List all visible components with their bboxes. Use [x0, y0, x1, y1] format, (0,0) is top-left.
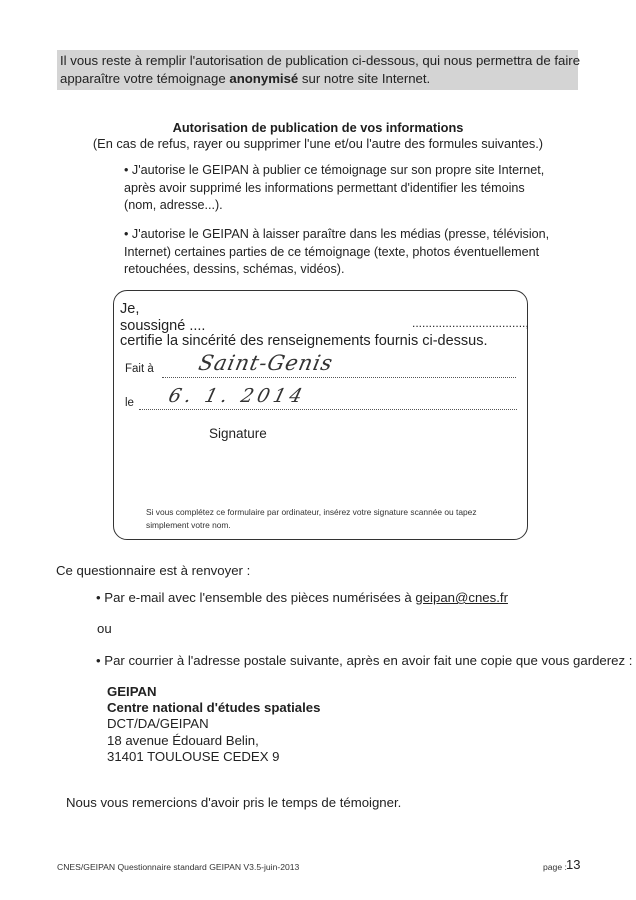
address-center: Centre national d'études spatiales [107, 700, 321, 715]
le-handwriting: 6. 1. 2014 [166, 385, 309, 407]
return-email-line: • Par e-mail avec l'ensemble des pièces numérisées à geipan@cnes.fr [96, 590, 508, 605]
intro-line-1: Il vous reste à remplir l'autorisation de publication ci-dessous, qui nous permettra de faire [60, 53, 581, 68]
authorization-title: Autorisation de publication de vos informations [172, 120, 464, 135]
form-certifie: certifie la sincérité des renseignements fournis ci-dessus. [120, 333, 488, 349]
form-soussigne-dots: .................................., [412, 316, 529, 330]
footer-page-label: page : [543, 862, 567, 872]
fait-a-label: Fait à [125, 363, 154, 375]
fait-a-line [162, 377, 516, 378]
address-org: GEIPAN [107, 684, 157, 699]
le-label: le [125, 397, 134, 409]
form-je: Je, [120, 301, 140, 317]
le-line [139, 409, 517, 410]
thanks-text: Nous vous remercions d'avoir pris le temps de témoigner. [66, 795, 402, 810]
intro-emphasis: anonymisé [229, 71, 299, 86]
address-city: 31401 TOULOUSE CEDEX 9 [107, 749, 280, 764]
intro-banner [57, 50, 581, 90]
signature-label: Signature [209, 426, 267, 441]
authorization-bullet-media: • J'autorise le GEIPAN à laisser paraître dans les médias (presse, télévision, Internet) certaines parties de ce témoignage (texte, photos éventuellement retouchées, dessins, schémas, vidéos). [124, 227, 550, 276]
authorization-subtitle: (En cas de refus, rayer ou supprimer l'une et/ou l'autre des formules suivantes.) [92, 136, 544, 151]
email-link[interactable]: geipan@cnes.fr [415, 590, 508, 605]
return-post-line: • Par courrier à l'adresse postale suivante, après en avoir fait une copie que vous garderez : [96, 653, 633, 668]
fait-a-handwriting: Saint-Genis [196, 351, 336, 375]
address-street: 18 avenue Édouard Belin, [107, 733, 259, 748]
address-dept: DCT/DA/GEIPAN [107, 716, 209, 731]
form-note-line-2: simplement votre nom. [146, 520, 231, 530]
form-note-line-1: Si vous complétez ce formulaire par ordinateur, insérez votre signature scannée ou tapez [146, 507, 477, 517]
signature-form-box [113, 290, 528, 540]
footer-page-number: 13 [566, 857, 581, 872]
intro-line-2: apparaître votre témoignage anonymisé sur notre site Internet. [60, 71, 431, 86]
return-or: ou [97, 621, 112, 636]
footer-document-id: CNES/GEIPAN Questionnaire standard GEIPAN V3.5-juin-2013 [57, 862, 300, 872]
return-intro: Ce questionnaire est à renvoyer : [56, 563, 251, 578]
authorization-bullet-site: • J'autorise le GEIPAN à publier ce témoignage sur son propre site Internet, après avoir supprimé les informations permettant d'identifier les témoins (nom, adresse...). [124, 163, 545, 212]
form-soussigne: soussigné .... [120, 318, 206, 334]
